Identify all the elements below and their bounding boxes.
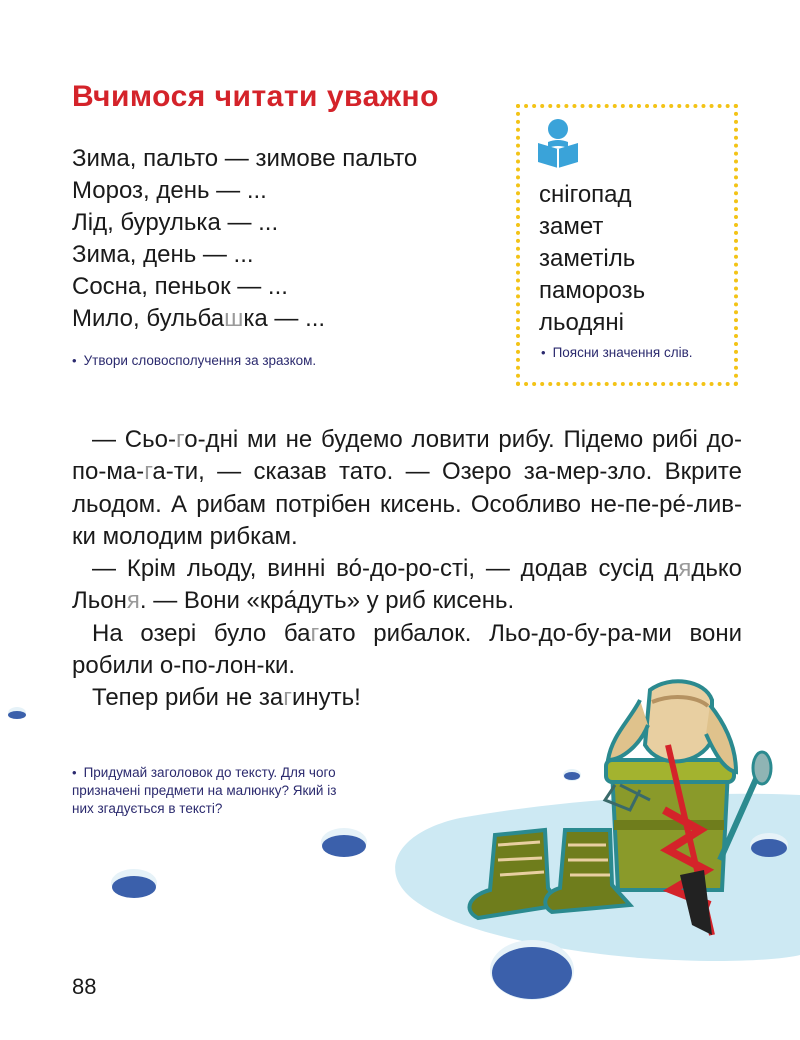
bullet-icon: •: [541, 345, 546, 360]
vocabulary-word: паморозь: [539, 277, 646, 304]
task-instruction-1: [72, 352, 316, 370]
vocabulary-word: снігопад: [539, 181, 632, 208]
fishing-rods-icon: [605, 785, 650, 810]
page-title: Вчимося читати уважно: [72, 80, 439, 113]
ice-hole-icon: [750, 833, 788, 857]
ice-hole-icon: [8, 707, 26, 719]
story-text: [72, 424, 742, 715]
text-fragment: Лід, бурулька — ...: [72, 209, 279, 236]
vocabulary-word: заметіль: [539, 245, 636, 272]
text-fragment: ка — ...: [243, 305, 326, 332]
text-fragment: — Крім льоду, винні во́-до-ро-сті, — додав сусід д: [92, 555, 679, 583]
phrase-line: [72, 271, 417, 303]
text-fragment: а-ти, — сказав тато. — Озеро за-мер-зло. Вкрите льодом. А рибам потрібен кисень. Особливо не-пе-ре́-лив-ки молодим рибкам.: [72, 458, 742, 550]
text-fragment: Тепер риби не за: [92, 684, 284, 712]
reading-person-icon: [534, 118, 582, 170]
highlighted-letter: г: [175, 426, 185, 453]
text-fragment: Сосна, пеньок — ...: [72, 273, 288, 300]
task-instruction-text: Поясни значення слів.: [552, 345, 693, 360]
text-fragment: инуть!: [291, 684, 361, 712]
highlighted-letter: г: [310, 619, 319, 647]
phrase-line: [72, 175, 417, 207]
text-fragment: о-дні ми не будемо ловити рибу. Підемо рибі до-по-ма-: [72, 426, 743, 486]
phrase-line: [72, 207, 417, 239]
vocabulary-word: льодяні: [539, 309, 624, 336]
ice-hole-icon: [111, 869, 157, 898]
text-fragment: Зима, пальто — зимове пальто: [72, 145, 418, 172]
felt-boot-icon: [545, 830, 630, 912]
story-paragraph: [72, 618, 742, 683]
task-instruction-text: Утвори словосполучення за зразком.: [83, 353, 317, 368]
text-fragment: На озері було ба: [92, 619, 311, 647]
text-fragment: Мило, бульба: [72, 305, 225, 332]
story-paragraph: [72, 682, 742, 714]
vocabulary-box: [516, 104, 738, 386]
text-fragment: дько Льон: [72, 555, 742, 615]
felt-boot-icon: [469, 830, 560, 918]
ice-hole-icon: [563, 769, 581, 781]
text-fragment: Мороз, день — ...: [72, 177, 267, 204]
task-instruction-3: [72, 764, 342, 818]
ice-hole-icon: [490, 940, 574, 1000]
ice-sheet: [395, 794, 800, 961]
highlighted-letter: г: [144, 458, 153, 486]
ice-hole-icon: [321, 828, 367, 857]
phrase-line: [72, 303, 417, 335]
phrase-exercise: [72, 143, 417, 335]
phrase-line: [72, 143, 417, 175]
text-fragment: Зима, день — ...: [72, 241, 254, 268]
bucket-icon: [606, 760, 734, 890]
ice-scoop-icon: [720, 752, 771, 860]
highlighted-letter: я: [678, 555, 692, 583]
bullet-icon: •: [72, 765, 77, 780]
phrase-line: [72, 239, 417, 271]
story-paragraph: [72, 553, 742, 618]
highlighted-letter: г: [283, 684, 292, 712]
task-instruction-text: Придумай заголовок до тексту. Для чого призначені предмети на малюнку? Який із них згадується в тексті?: [72, 765, 337, 816]
story-paragraph: [72, 424, 742, 553]
vocabulary-list: [539, 179, 645, 339]
highlighted-letter: я: [126, 587, 140, 615]
page-number: 88: [72, 974, 97, 999]
text-fragment: . — Вони «кра́дуть» у риб кисень.: [139, 587, 515, 615]
vocabulary-word: замет: [539, 213, 604, 240]
task-instruction-2: [541, 344, 693, 362]
text-fragment: — Сьо-: [92, 426, 176, 453]
ice-auger-icon: [664, 745, 712, 935]
text-fragment: ато рибалок. Льо-до-бу-ра-ми вони робили о-по-лон-ки.: [72, 619, 742, 680]
bullet-icon: •: [72, 353, 77, 368]
highlighted-letter: ш: [224, 305, 244, 332]
